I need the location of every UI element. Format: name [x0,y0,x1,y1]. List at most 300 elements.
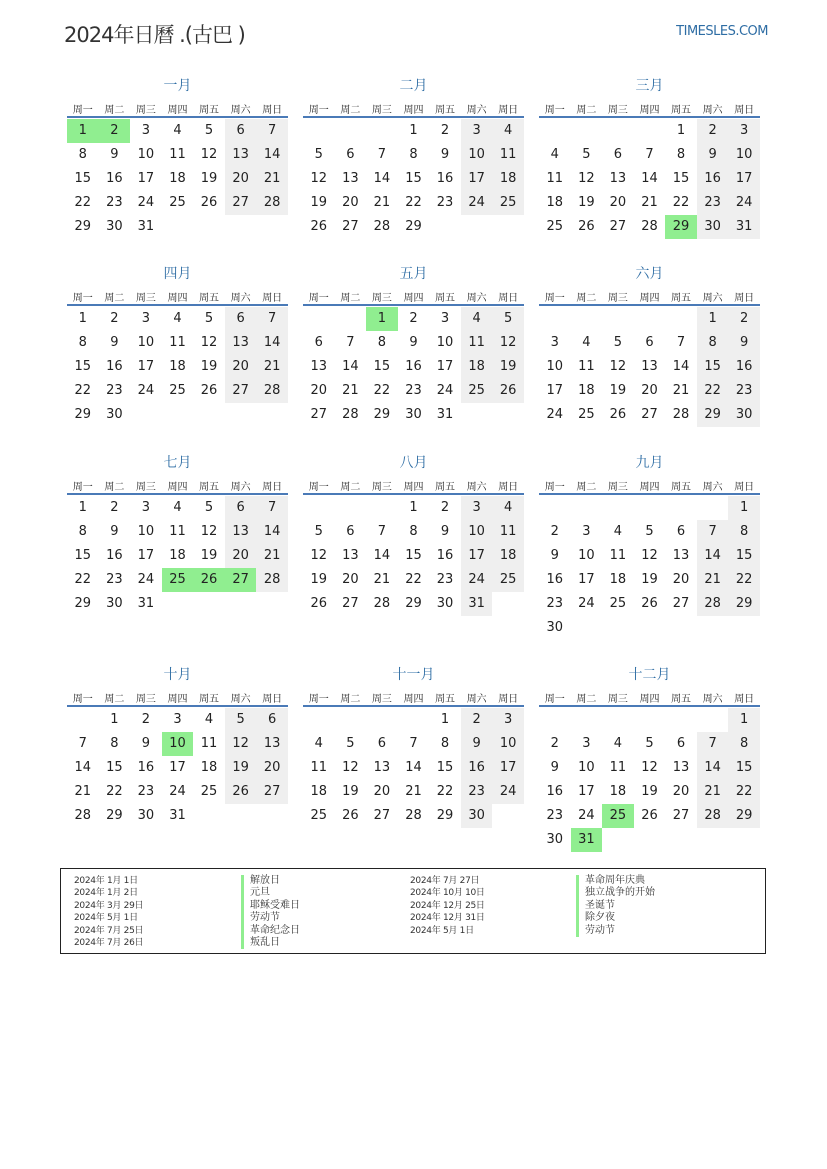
day-cell: 14 [672,359,690,374]
day-cell: 4 [204,712,214,727]
day-cell: 4 [492,496,524,520]
day-cell: 20 [225,355,257,379]
header-rule [539,705,760,707]
day-cell: 14 [256,331,288,355]
day-cell: 28 [672,407,690,422]
day-cell: 1 [78,311,87,326]
day-cell: 12 [310,171,328,186]
site-name[interactable]: TIMESLES.COM [676,24,768,39]
holiday-names-column-1 [241,875,300,949]
weekday-header: 周日 [734,105,755,116]
day-cell: 26 [609,407,627,422]
day-cell: 30 [546,832,564,847]
day-cell: 8 [78,524,87,539]
day-cell: 2 [461,708,493,732]
day-cell: 18 [492,167,524,191]
day-cell: 14 [373,548,391,563]
weekday-header: 周四 [403,482,424,493]
day-cell: 5 [204,311,214,326]
day-cell: 25 [169,383,186,398]
day-cell: 6 [346,147,355,162]
day-cell: 19 [342,784,359,799]
holiday-name: 劳动节 [241,912,300,924]
day-cell: 3 [461,496,493,520]
day-cell: 8 [409,524,418,539]
day-cell: 9 [697,143,729,167]
day-cell: 27 [672,808,690,823]
day-cell: 4 [550,147,559,162]
day-cell: 11 [492,520,524,544]
weekday-header: 周日 [498,482,519,493]
day-cell: 22 [436,784,454,799]
day-cell: 16 [137,760,155,775]
holiday-date: 2024年 12月 31日 [410,913,485,924]
day-cell: 13 [672,760,690,775]
day-cell: 11 [609,548,627,563]
day-cell: 8 [377,335,387,350]
holiday-names-column-2 [576,875,655,937]
day-cell: 21 [697,568,729,592]
weekday-header: 周四 [639,293,660,304]
day-cell: 2 [440,123,450,138]
weekday-header: 周六 [702,293,723,304]
holiday-name: 叛乱日 [241,937,300,949]
day-cell: 17 [461,544,493,568]
day-cell: 18 [461,355,493,379]
holiday-date: 2024年 7月 26日 [74,937,144,948]
day-cell: 21 [74,784,92,799]
weekday-header: 周一 [308,293,329,304]
day-cell: 23 [728,379,760,403]
day-cell: 29 [405,596,422,611]
day-cell: 10 [137,335,155,350]
day-cell: 4 [492,119,524,143]
day-cell: 30 [436,596,454,611]
holiday-day-cell: 1 [67,119,99,143]
day-cell: 20 [342,572,359,587]
day-cell: 18 [492,544,524,568]
day-cell: 7 [256,496,288,520]
weekday-header: 周日 [734,482,755,493]
day-cell: 11 [169,524,186,539]
day-cell: 28 [74,808,92,823]
header-rule [67,493,288,495]
day-cell: 15 [405,171,422,186]
holiday-date: 2024年 7月 27日 [410,876,480,886]
day-cell: 31 [169,808,186,823]
day-cell: 10 [578,548,595,563]
weekday-header: 周二 [576,694,597,705]
day-cell: 4 [613,736,623,751]
day-cell: 1 [110,712,119,727]
day-cell: 15 [405,548,422,563]
day-cell: 19 [609,383,627,398]
day-cell: 2 [409,311,418,326]
day-cell: 24 [461,191,493,215]
day-cell: 4 [613,524,623,539]
day-cell: 28 [256,568,288,592]
day-cell: 29 [405,219,422,234]
day-cell: 6 [676,736,686,751]
holiday-name: 劳动节 [576,925,655,937]
day-cell: 30 [106,219,123,234]
day-cell: 18 [609,784,627,799]
day-cell: 29 [106,808,123,823]
day-cell: 30 [137,808,155,823]
day-cell: 30 [697,215,729,239]
day-cell: 16 [728,355,760,379]
day-cell: 8 [78,147,87,162]
day-cell: 13 [225,143,257,167]
weekday-header: 周三 [607,105,628,116]
header-rule [303,116,524,118]
day-cell: 18 [578,383,595,398]
day-cell: 1 [728,708,760,732]
day-cell: 24 [728,191,760,215]
day-cell: 27 [256,780,288,804]
day-cell: 29 [728,592,760,616]
day-cell: 26 [200,195,218,210]
day-cell: 13 [672,548,690,563]
day-cell: 5 [492,307,524,331]
day-cell: 5 [314,147,323,162]
weekday-header: 周三 [371,105,392,116]
weekday-header: 周日 [498,293,519,304]
weekday-header: 周三 [371,694,392,705]
month-name: 十二月 [628,667,671,683]
weekday-header: 周五 [435,293,456,304]
day-cell: 16 [436,548,454,563]
weekday-header: 周四 [167,105,188,116]
day-cell: 26 [200,383,218,398]
day-cell: 19 [225,756,257,780]
day-cell: 2 [440,500,450,515]
day-cell: 23 [436,195,454,210]
weekday-header: 周五 [435,694,456,705]
weekday-header: 周日 [498,694,519,705]
day-cell: 27 [373,808,391,823]
day-cell: 5 [613,335,623,350]
day-cell: 29 [436,808,454,823]
weekday-header: 周日 [262,293,283,304]
weekday-header: 周二 [340,105,361,116]
day-cell: 5 [314,524,323,539]
day-cell: 12 [200,524,218,539]
day-cell: 23 [106,383,123,398]
day-cell: 15 [74,359,92,374]
weekday-header: 周六 [702,694,723,705]
day-cell: 11 [169,335,186,350]
day-cell: 9 [550,760,559,775]
month-name: 十月 [163,667,192,683]
day-cell: 16 [106,171,123,186]
day-cell: 22 [405,195,422,210]
day-cell: 14 [697,544,729,568]
weekday-header: 周一 [544,105,565,116]
weekday-header: 周六 [466,694,487,705]
day-cell: 15 [697,355,729,379]
day-cell: 11 [461,331,493,355]
holiday-dates-column-2 [410,875,485,937]
day-cell: 10 [137,147,155,162]
day-cell: 25 [578,407,595,422]
header-rule [539,116,760,118]
day-cell: 3 [582,736,591,751]
weekday-header: 周三 [135,694,156,705]
day-cell: 16 [461,756,493,780]
day-cell: 27 [641,407,658,422]
day-cell: 10 [137,524,155,539]
day-cell: 6 [256,708,288,732]
day-cell: 26 [492,379,524,403]
weekday-header: 周日 [262,105,283,116]
day-cell: 28 [373,596,391,611]
day-cell: 23 [436,572,454,587]
day-cell: 19 [310,195,328,210]
day-cell: 5 [204,123,214,138]
day-cell: 28 [256,379,288,403]
day-cell: 15 [373,359,391,374]
day-cell: 26 [641,808,658,823]
day-cell: 20 [373,784,391,799]
weekday-header: 周六 [466,105,487,116]
day-cell: 9 [440,147,450,162]
day-cell: 15 [728,756,760,780]
weekday-header: 周二 [340,694,361,705]
day-cell: 23 [697,191,729,215]
day-cell: 19 [641,784,658,799]
day-cell: 28 [342,407,359,422]
header-rule [539,304,760,306]
day-cell: 13 [310,359,328,374]
day-cell: 12 [492,331,524,355]
weekday-header: 周四 [167,293,188,304]
day-cell: 16 [106,548,123,563]
weekday-header: 周四 [167,482,188,493]
day-cell: 28 [256,191,288,215]
day-cell: 14 [256,520,288,544]
day-cell: 3 [492,708,524,732]
day-cell: 26 [641,596,658,611]
day-cell: 30 [461,804,493,828]
day-cell: 6 [676,524,686,539]
day-cell: 27 [672,596,690,611]
day-cell: 19 [641,572,658,587]
day-cell: 16 [106,359,123,374]
day-cell: 31 [137,596,155,611]
weekday-header: 周日 [734,293,755,304]
holiday-date: 2024年 7月 25日 [74,925,144,936]
weekday-header: 周日 [262,482,283,493]
header-rule [67,304,288,306]
day-cell: 24 [461,568,493,592]
day-cell: 7 [697,520,729,544]
day-cell: 21 [342,383,359,398]
day-cell: 19 [492,355,524,379]
day-cell: 22 [728,568,760,592]
weekday-header: 周五 [199,482,220,493]
day-cell: 10 [492,732,524,756]
weekday-header: 周五 [435,105,456,116]
day-cell: 11 [546,171,564,186]
day-cell: 3 [582,524,591,539]
day-cell: 26 [578,219,595,234]
weekday-header: 周五 [671,293,692,304]
day-cell: 24 [169,784,186,799]
holiday-name: 元旦 [241,887,300,899]
weekday-header: 周六 [230,105,251,116]
day-cell: 17 [461,167,493,191]
day-cell: 31 [728,215,760,239]
month-name: 七月 [163,455,192,471]
weekday-header: 周六 [466,293,487,304]
weekday-header: 周日 [262,694,283,705]
weekday-header: 周一 [544,694,565,705]
header-rule [303,304,524,306]
day-cell: 17 [137,359,155,374]
day-cell: 14 [342,359,359,374]
weekday-header: 周二 [104,293,125,304]
weekday-header: 周二 [340,293,361,304]
day-cell: 15 [436,760,454,775]
day-cell: 4 [173,500,182,515]
day-cell: 18 [169,359,186,374]
month-name: 五月 [399,266,428,282]
day-cell: 3 [173,712,182,727]
day-cell: 11 [609,760,627,775]
day-cell: 27 [342,596,359,611]
day-cell: 13 [225,331,257,355]
day-cell: 1 [440,712,450,727]
day-cell: 12 [342,760,359,775]
day-cell: 1 [676,123,686,138]
holiday-date: 2024年 5月 1日 [410,925,474,936]
day-cell: 16 [697,167,729,191]
weekday-header: 周四 [639,105,660,116]
day-cell: 7 [346,335,355,350]
day-cell: 21 [373,572,391,587]
day-cell: 30 [546,620,564,635]
day-cell: 11 [578,359,595,374]
day-cell: 29 [697,403,729,427]
day-cell: 14 [373,171,391,186]
holiday-date: 2024年 1月 1日 [74,876,138,886]
weekday-header: 周二 [576,482,597,493]
day-cell: 1 [409,123,418,138]
day-cell: 12 [609,359,627,374]
day-cell: 3 [728,119,760,143]
day-cell: 12 [578,171,595,186]
day-cell: 24 [546,407,564,422]
holiday-date: 2024年 10月 10日 [410,888,485,899]
day-cell: 28 [373,219,391,234]
day-cell: 7 [676,335,686,350]
day-cell: 3 [141,123,151,138]
day-cell: 5 [204,500,214,515]
day-cell: 17 [578,572,595,587]
holiday-name: 解放日 [241,875,300,887]
header-rule [303,705,524,707]
weekday-header: 周二 [104,482,125,493]
day-cell: 23 [461,780,493,804]
day-cell: 12 [641,548,658,563]
weekday-header: 周一 [72,105,93,116]
day-cell: 8 [676,147,686,162]
day-cell: 18 [200,760,218,775]
weekday-header: 周一 [544,293,565,304]
header-rule [303,493,524,495]
weekday-header: 周一 [72,293,93,304]
day-cell: 2 [550,736,559,751]
day-cell: 15 [106,760,123,775]
holiday-day-cell: 25 [162,568,194,592]
weekday-header: 周二 [340,482,361,493]
day-cell: 31 [436,407,454,422]
holiday-name: 革命纪念日 [241,925,300,937]
day-cell: 8 [440,736,450,751]
day-cell: 21 [256,167,288,191]
day-cell: 24 [578,596,595,611]
weekday-header: 周五 [671,105,692,116]
day-cell: 21 [641,195,658,210]
day-cell: 11 [310,760,328,775]
day-cell: 7 [409,736,418,751]
day-cell: 19 [310,572,328,587]
day-cell: 6 [613,147,623,162]
day-cell: 27 [225,191,257,215]
day-cell: 14 [74,760,92,775]
day-cell: 20 [609,195,627,210]
day-cell: 13 [225,520,257,544]
day-cell: 13 [342,171,359,186]
day-cell: 23 [106,195,123,210]
day-cell: 17 [137,548,155,563]
holiday-name: 耶稣受难日 [241,900,300,912]
day-cell: 3 [550,335,559,350]
holiday-date: 2024年 1月 2日 [74,888,138,899]
month-name: 三月 [635,78,664,94]
holiday-day-cell: 1 [366,307,398,331]
day-cell: 8 [409,147,418,162]
holiday-day-cell: 26 [193,568,225,592]
weekday-header: 周四 [403,293,424,304]
day-cell: 20 [225,167,257,191]
day-cell: 4 [173,311,182,326]
day-cell: 12 [641,760,658,775]
weekday-header: 周四 [639,482,660,493]
day-cell: 22 [373,383,391,398]
weekday-header: 周三 [135,293,156,304]
day-cell: 11 [492,143,524,167]
day-cell: 4 [461,307,493,331]
weekday-header: 周六 [230,482,251,493]
day-cell: 23 [137,784,155,799]
day-cell: 25 [200,784,218,799]
day-cell: 28 [697,592,729,616]
day-cell: 12 [200,147,218,162]
day-cell: 16 [546,572,564,587]
day-cell: 16 [546,784,564,799]
weekday-header: 周六 [466,482,487,493]
day-cell: 27 [310,407,328,422]
day-cell: 18 [546,195,564,210]
day-cell: 20 [310,383,328,398]
day-cell: 31 [137,219,155,234]
day-cell: 21 [672,383,690,398]
day-cell: 16 [436,171,454,186]
day-cell: 8 [110,736,119,751]
day-cell: 22 [728,780,760,804]
